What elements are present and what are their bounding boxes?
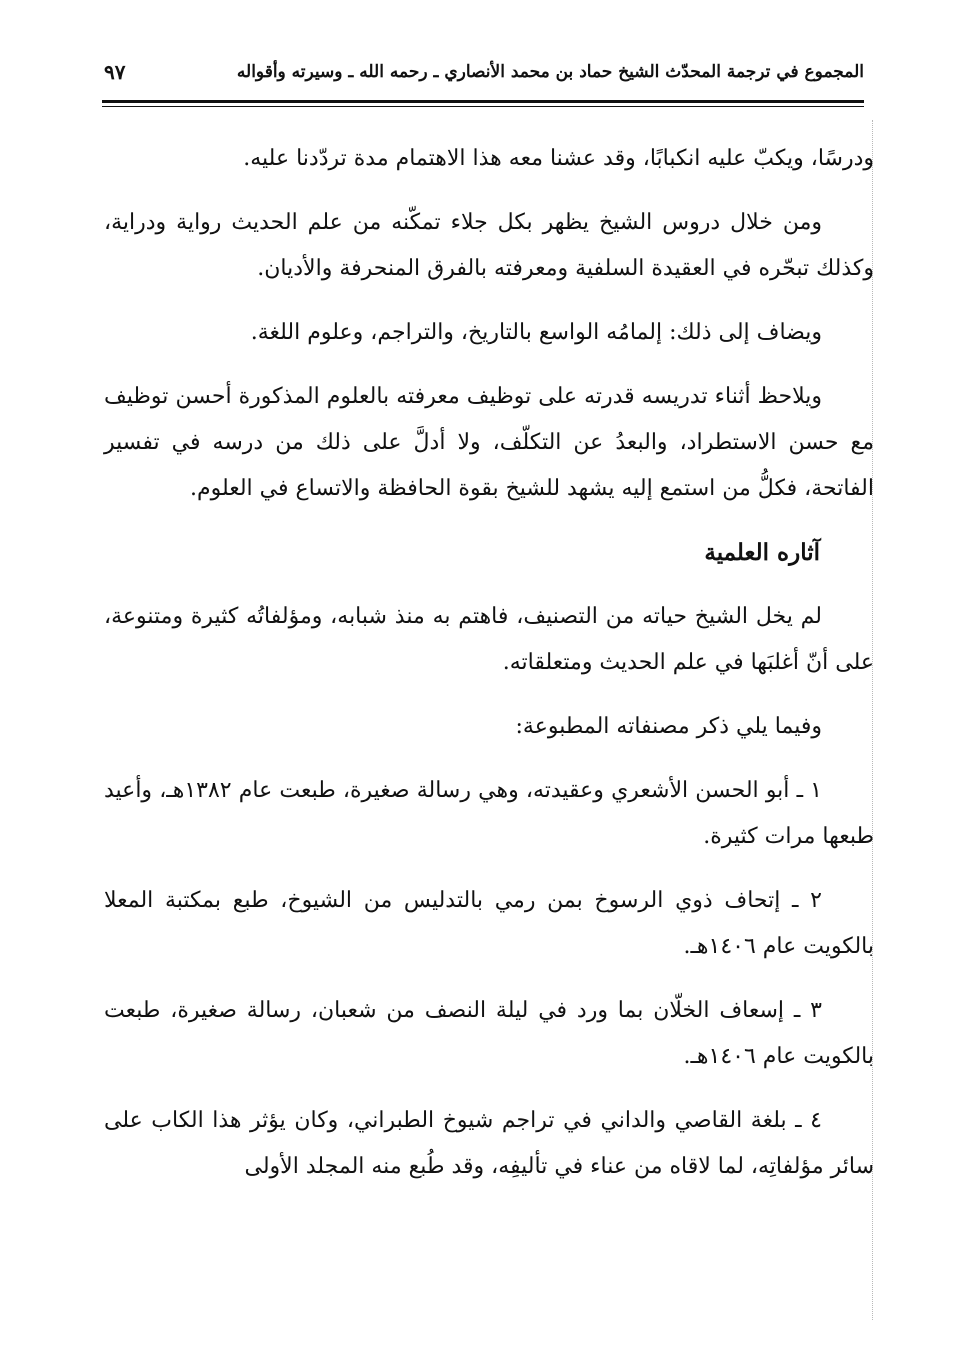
list-item: ٣ ـ إسعاف الخلّان بما ورد في ليلة النصف من شعبان، رسالة صغيرة، طبعت بالكويت عام ١٤٠٦هـ.: [104, 998, 874, 1069]
body-text: [104, 136, 874, 1208]
page-number: ٩٧: [104, 60, 126, 84]
paragraph: ويضاف إلى ذلك: إلمامُه الواسع بالتاريخ، والتراجم، وعلوم اللغة.: [250, 320, 822, 345]
list-item: ٤ ـ بلغة القاصي والداني في تراجم شيوخ الطبراني، وكان يؤثر هذا الكاب على سائر مؤلفاتِه، لما لاقاه من عناء في تأليفِه، وقد طُبع منه المجلد الأولى: [104, 1108, 874, 1179]
running-header: [104, 52, 864, 92]
header-rule-thin: [102, 106, 864, 107]
list-item: ١ ـ أبو الحسن الأشعري وعقيدته، وهي رسالة صغيرة، طبعت عام ١٣٨٢هـ، وأعيد طبعها مرات كثيرة.: [104, 778, 874, 849]
paragraph: ودرسًا، ويكبّ عليه انكبابًا، وقد عشنا معه هذا الاهتمام مدة تردّدنا عليه.: [243, 146, 874, 171]
header-title: المجموع في ترجمة المحدّث الشيخ حماد بن محمد الأنصاري ـ رحمه الله ـ وسيرته وأقواله: [236, 62, 864, 82]
paragraph: ويلاحظ أثناء تدريسه قدرته على توظيف معرفته بالعلوم المذكورة أحسن توظيف مع حسن الاستطراد، والبعدُ عن التكلّف، ولا أدلَّ على ذلك من درسه في تفسير الفاتحة، فكلُّ من استمع إليه يشهد للشيخ بقوة الحافظة والاتساع في العلوم.: [104, 384, 874, 501]
section-heading: آثاره العلمية: [704, 539, 820, 566]
header-rule-thick: [102, 100, 864, 103]
list-item: ٢ ـ إتحاف ذوي الرسوخ بمن رمي بالتدليس من الشيوخ، طبع بمكتبة المعلا بالكويت عام ١٤٠٦هـ.: [104, 888, 874, 959]
paragraph: ومن خلال دروس الشيخ يظهر بكل جلاء تمكّنه من علم الحديث رواية ودراية، وكذلك تبحّره في العقيدة السلفية ومعرفته بالفرق المنحرفة والأديان.: [104, 210, 874, 281]
paragraph: وفيما يلي ذكر مصنفاته المطبوعة:: [515, 714, 822, 739]
paragraph: لم يخل الشيخ حياته من التصنيف، فاهتم به منذ شبابه، ومؤلفاتُه كثيرة ومتنوعة، على أنّ أغلبَها في علم الحديث ومتعلقاته.: [104, 604, 874, 675]
